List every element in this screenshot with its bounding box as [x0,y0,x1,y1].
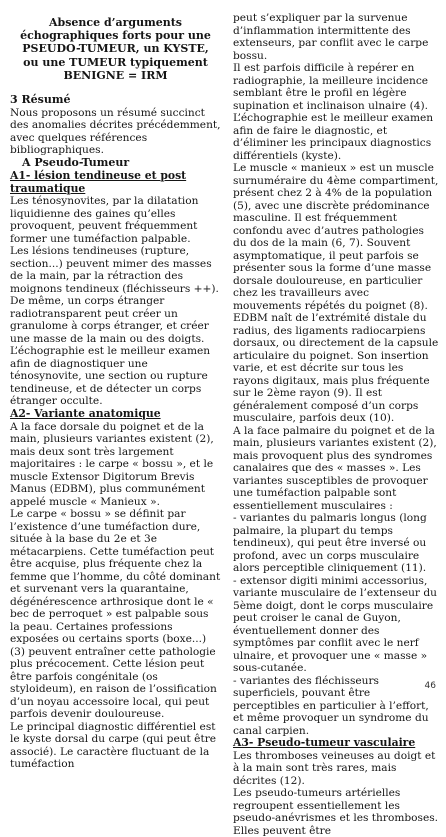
left-column [10,12,221,771]
section-title: 3 Résumé [10,92,71,106]
a1-title: A1- lésion tendineuse et post traumatique [10,168,187,195]
a2-paragraph-2: Le carpe « bossu » se définit par l’existence d’une tuméfaction dure, située à la base du 2e et 3e métacarpiens. Cette tuméfaction peut être acquise, plus fréquente chez la femme que l’homme, du côté dominant et survenant vers la quarantaine, dégénérescence arthrosique dont le « bec de perroquet » est palpable sous la peau. Certaines professions exposées ou certains sports (boxe...) (3) peuvent entraîner cette pathologie plus précocement. Cette lésion peut être parfois congénitale (os styloideum), en raison de l’ossification d’un noyau accessoire local, qui peut parfois devenir douloureuse. [10,508,221,721]
a1-paragraph-4: L’échographie est le meilleur examen afin de diagnostiquer une ténosynovite, une section ou rupture tendineuse, et de détecter un corps étranger occulte. [10,345,211,408]
a2-paragraph-1: A la face dorsale du poignet et de la main, plusieurs variantes existent (2), mais deux sont très largement majoritaires : le carpe « bossu », et le muscle Extensor Digitorum Brevis Manus (EDBM), plus communément appelé muscle « Manieux ». [10,420,214,508]
page-number: 46 [424,681,436,692]
a2-paragraph-3: Le principal diagnostic différentiel est le kyste dorsal du carpe (qui peut être associé). Le caractère fluctuant de la tuméfaction [10,720,217,771]
a3-paragraph-1: Les thromboses veineuses au doigt et à la main sont très rares, mais décrites (12). [233,749,436,787]
right-paragraph-3: Le muscle « manieux » est un muscle surnuméraire du 4ème compartiment, présent chez 2 à 4% de la population (5), avec une discrète prédominance masculine. Il est fréquemment confondu avec d’autres pathologies du dos de la main (6, 7). Souvent asymptomatique, il peut parfois se présenter sous la forme d’une masse dorsale douloureuse, en particulier chez les travailleurs avec mouvements répétés du poignet (8). EDBM naît de l’extrémité distale du radius, des ligaments radiocarpiens dorsaux, ou directement de la capsule articulaire du poignet. Son insertion varie, et est décrite sur tous les rayons digitaux, mais plus fréquente sur le 2ème rayon (9). Il est généralement composé d’un corps musculaire, parfois deux (10). [233,162,439,424]
right-paragraph-7: - variantes des fléchisseurs superficiels, pouvant être perceptibles en particulier à l’effort, et même provoquer un syndrome du canal carpien. [233,674,429,737]
box-title: Absence d’arguments échographiques forts pour une PSEUDO-TUMEUR, un KYSTE, ou une TUMEUR typiquement BENIGNE = IRM [20,16,211,82]
a2-title: A2- Variante anatomique [10,406,161,420]
right-paragraph-1: peut s’expliquer par la survenue d’inflammation intermittente des extenseurs, par conflit avec le carpe bossu. [233,12,429,62]
right-paragraph-6: - extensor digiti minimi accessorius, variante musculaire de l’extenseur du 5ème doigt, dont le corps musculaire peut croiser le canal de Guyon, éventuellement donner des symptômes par conflit avec le nerf ulnaire, et provoquer une « masse » sous-cutanée. [233,574,437,674]
a1-paragraph-3: De même, un corps étranger radiotransparent peut créer un granulome à corps étranger, et créer une masse de la main ou des doigts. [10,295,209,345]
intro-paragraph: Nous proposons un résumé succinct des anomalies décrites précédemment, avec quelques références bibliographiques. [10,106,221,157]
subsection-title: A Pseudo-Tumeur [22,155,130,169]
right-paragraph-5: - variantes du palmaris longus (long palmaire, la plupart du temps tendineux), qui peut être inversé ou profond, avec un corps musculaire alors perceptible cliniquement (11). [233,512,427,574]
right-paragraph-4: A la face palmaire du poignet et de la main, plusieurs variantes existent (2), mais provoquent plus des syndromes canalaires que des « masses ». Les variantes susceptibles de provoquer une tuméfaction palpable sont essentiellement musculaires : [233,424,437,512]
a1-paragraph-1: Les ténosynovites, par la dilatation liquidienne des gaines qu’elles provoquent, peuvent fréquemment former une tuméfaction palpable. [10,195,199,245]
a3-paragraph-2: Les pseudo-tumeurs artérielles regroupent essentiellement les pseudo-anévrismes et les thromboses. Elles peuvent être [233,787,439,837]
right-column [233,12,439,837]
a1-paragraph-2: Les lésions tendineuses (rupture, section...) peuvent mimer des masses de la main, par la rétraction des moignons tendineux (fléchisseurs ++). [10,245,219,295]
a3-title: A3- Pseudo-tumeur vasculaire [233,736,416,749]
right-paragraph-2: Il est parfois difficile à repérer en radiographie, la meilleure incidence semblant être le profil en légère supination et inclinaison ulnaire (4). L’échographie est le meilleur examen afin de faire le diagnostic, et d’éliminer les principaux diagnostics différentiels (kyste). [233,62,434,162]
